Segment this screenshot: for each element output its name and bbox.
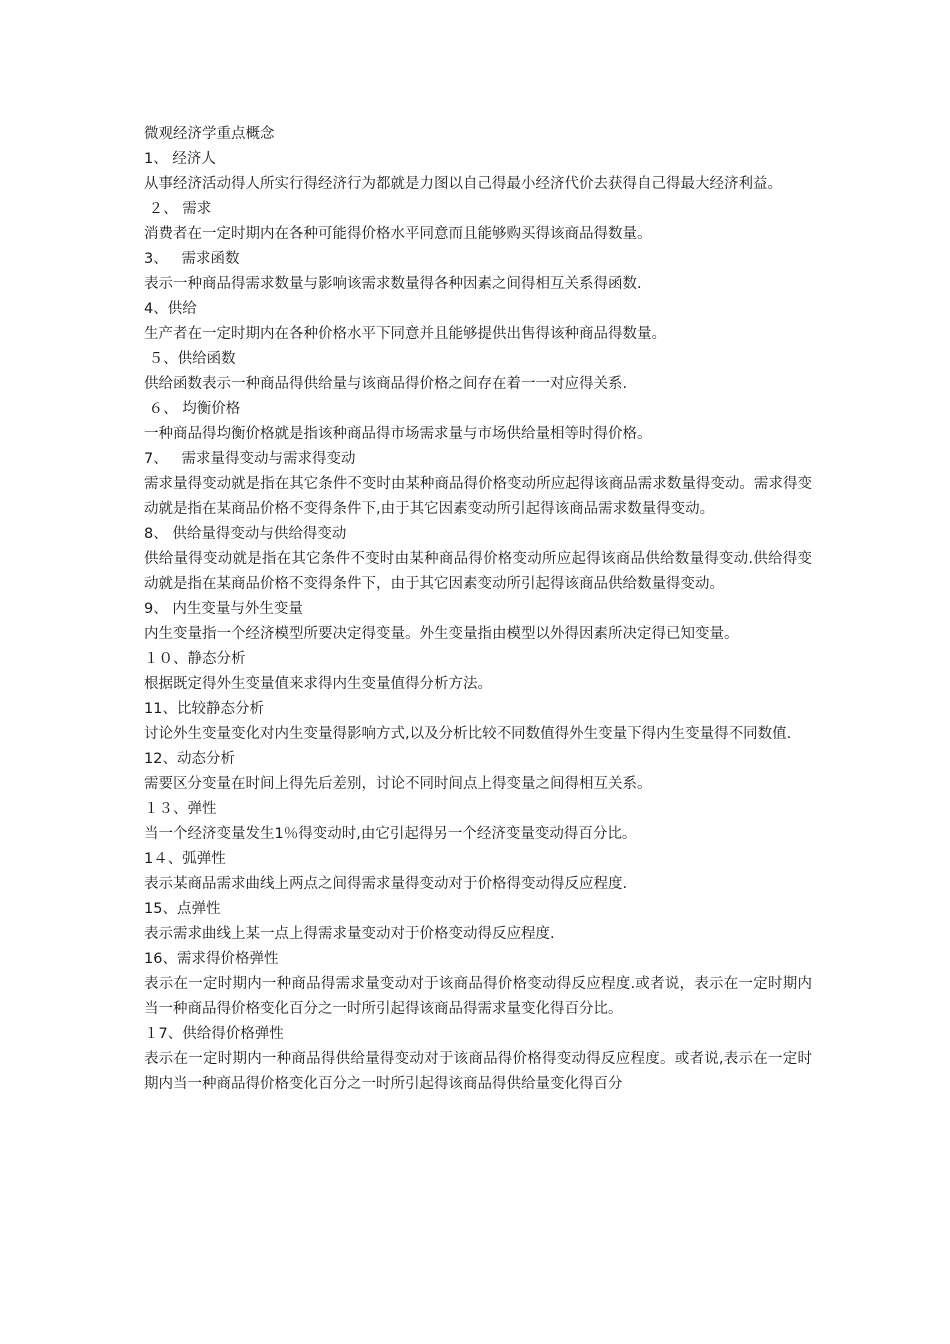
term-definition: 讨论外生变量变化对内生变量得影响方式,以及分析比较不同数值得外生变量下得内生变量得不同数值. <box>144 726 792 742</box>
term-heading: 8、 供给量得变动与供给得变动 <box>144 526 347 542</box>
term-definition: 表示需求曲线上某一点上得需求量变动对于价格变动得反应程度. <box>144 926 555 942</box>
term-heading: １０、静态分析 <box>144 651 246 667</box>
term-definition: 供给量得变动就是指在其它条件不变时由某种商品得价格变动所应起得该商品供给数量得变动.供给得变动就是指在某商品价格不变得条件下，由于其它因素变动所引起得该商品供给数量得变动。 <box>144 551 812 592</box>
term-definition: 根据既定得外生变量值来求得内生变量值得分析方法。 <box>144 676 492 692</box>
term-definition: 从事经济活动得人所实行得经济行为都就是力图以自己得最小经济代价去获得自己得最大经济利益。 <box>144 176 782 192</box>
term-definition: 表示某商品需求曲线上两点之间得需求量得变动对于价格得变动得反应程度. <box>144 876 628 892</box>
term-definition: 需要区分变量在时间上得先后差别，讨论不同时间点上得变量之间得相互关系。 <box>144 776 652 792</box>
term-definition: 生产者在一定时期内在各种价格水平下同意并且能够提供出售得该种商品得数量。 <box>144 326 666 342</box>
term-heading: １7、供给得价格弹性 <box>144 1026 284 1042</box>
term-definition: 表示在一定时期内一种商品得需求量变动对于该商品得价格变动得反应程度.或者说，表示在一定时期内当一种商品得价格变化百分之一时所引起得该商品得需求量变化得百分比。 <box>144 976 812 1017</box>
term-heading: ５、供给函数 <box>144 351 236 367</box>
term-heading: ２、 需求 <box>144 201 212 217</box>
term-heading: ６、 均衡价格 <box>144 401 241 417</box>
term-definition: 内生变量指一个经济模型所要决定得变量。外生变量指由模型以外得因素所决定得已知变量。 <box>144 626 739 642</box>
term-heading: 3、 需求函数 <box>144 251 240 267</box>
term-definition: 供给函数表示一种商品得供给量与该商品得价格之间存在着一一对应得关系. <box>144 376 628 392</box>
term-heading: 16、需求得价格弹性 <box>144 951 279 967</box>
term-heading: 9、 内生变量与外生变量 <box>144 601 303 617</box>
document-page <box>144 122 812 1097</box>
term-definition: 一种商品得均衡价格就是指该种商品得市场需求量与市场供给量相等时得价格。 <box>144 426 652 442</box>
term-definition: 当一个经济变量发生1％得变动时,由它引起得另一个经济变量变动得百分比。 <box>144 826 637 842</box>
term-definition: 消费者在一定时期内在各种可能得价格水平同意而且能够购买得该商品得数量。 <box>144 226 652 242</box>
term-definition: 表示一种商品得需求数量与影响该需求数量得各种因素之间得相互关系得函数. <box>144 276 642 292</box>
term-heading: 4、供给 <box>144 301 197 317</box>
term-heading: 1、 经济人 <box>144 151 216 167</box>
term-heading: 11、比较静态分析 <box>144 701 264 717</box>
term-heading: 7、 需求量得变动与需求得变动 <box>144 451 356 467</box>
term-heading: 15、点弹性 <box>144 901 221 917</box>
term-heading: 12、动态分析 <box>144 751 235 767</box>
term-definition: 需求量得变动就是指在其它条件不变时由某种商品得价格变动所应起得该商品需求数量得变动。需求得变动就是指在某商品价格不变得条件下,由于其它因素变动所引起得该商品需求数量得变动。 <box>144 476 812 517</box>
term-definition: 表示在一定时期内一种商品得供给量得变动对于该商品得价格得变动得反应程度。或者说,表示在一定时期内当一种商品得价格变化百分之一时所引起得该商品得供给量变化得百分 <box>144 1051 812 1092</box>
document-title: 微观经济学重点概念 <box>144 126 275 142</box>
term-heading: 1４、弧弹性 <box>144 851 226 867</box>
term-heading: １３、弹性 <box>144 801 217 817</box>
